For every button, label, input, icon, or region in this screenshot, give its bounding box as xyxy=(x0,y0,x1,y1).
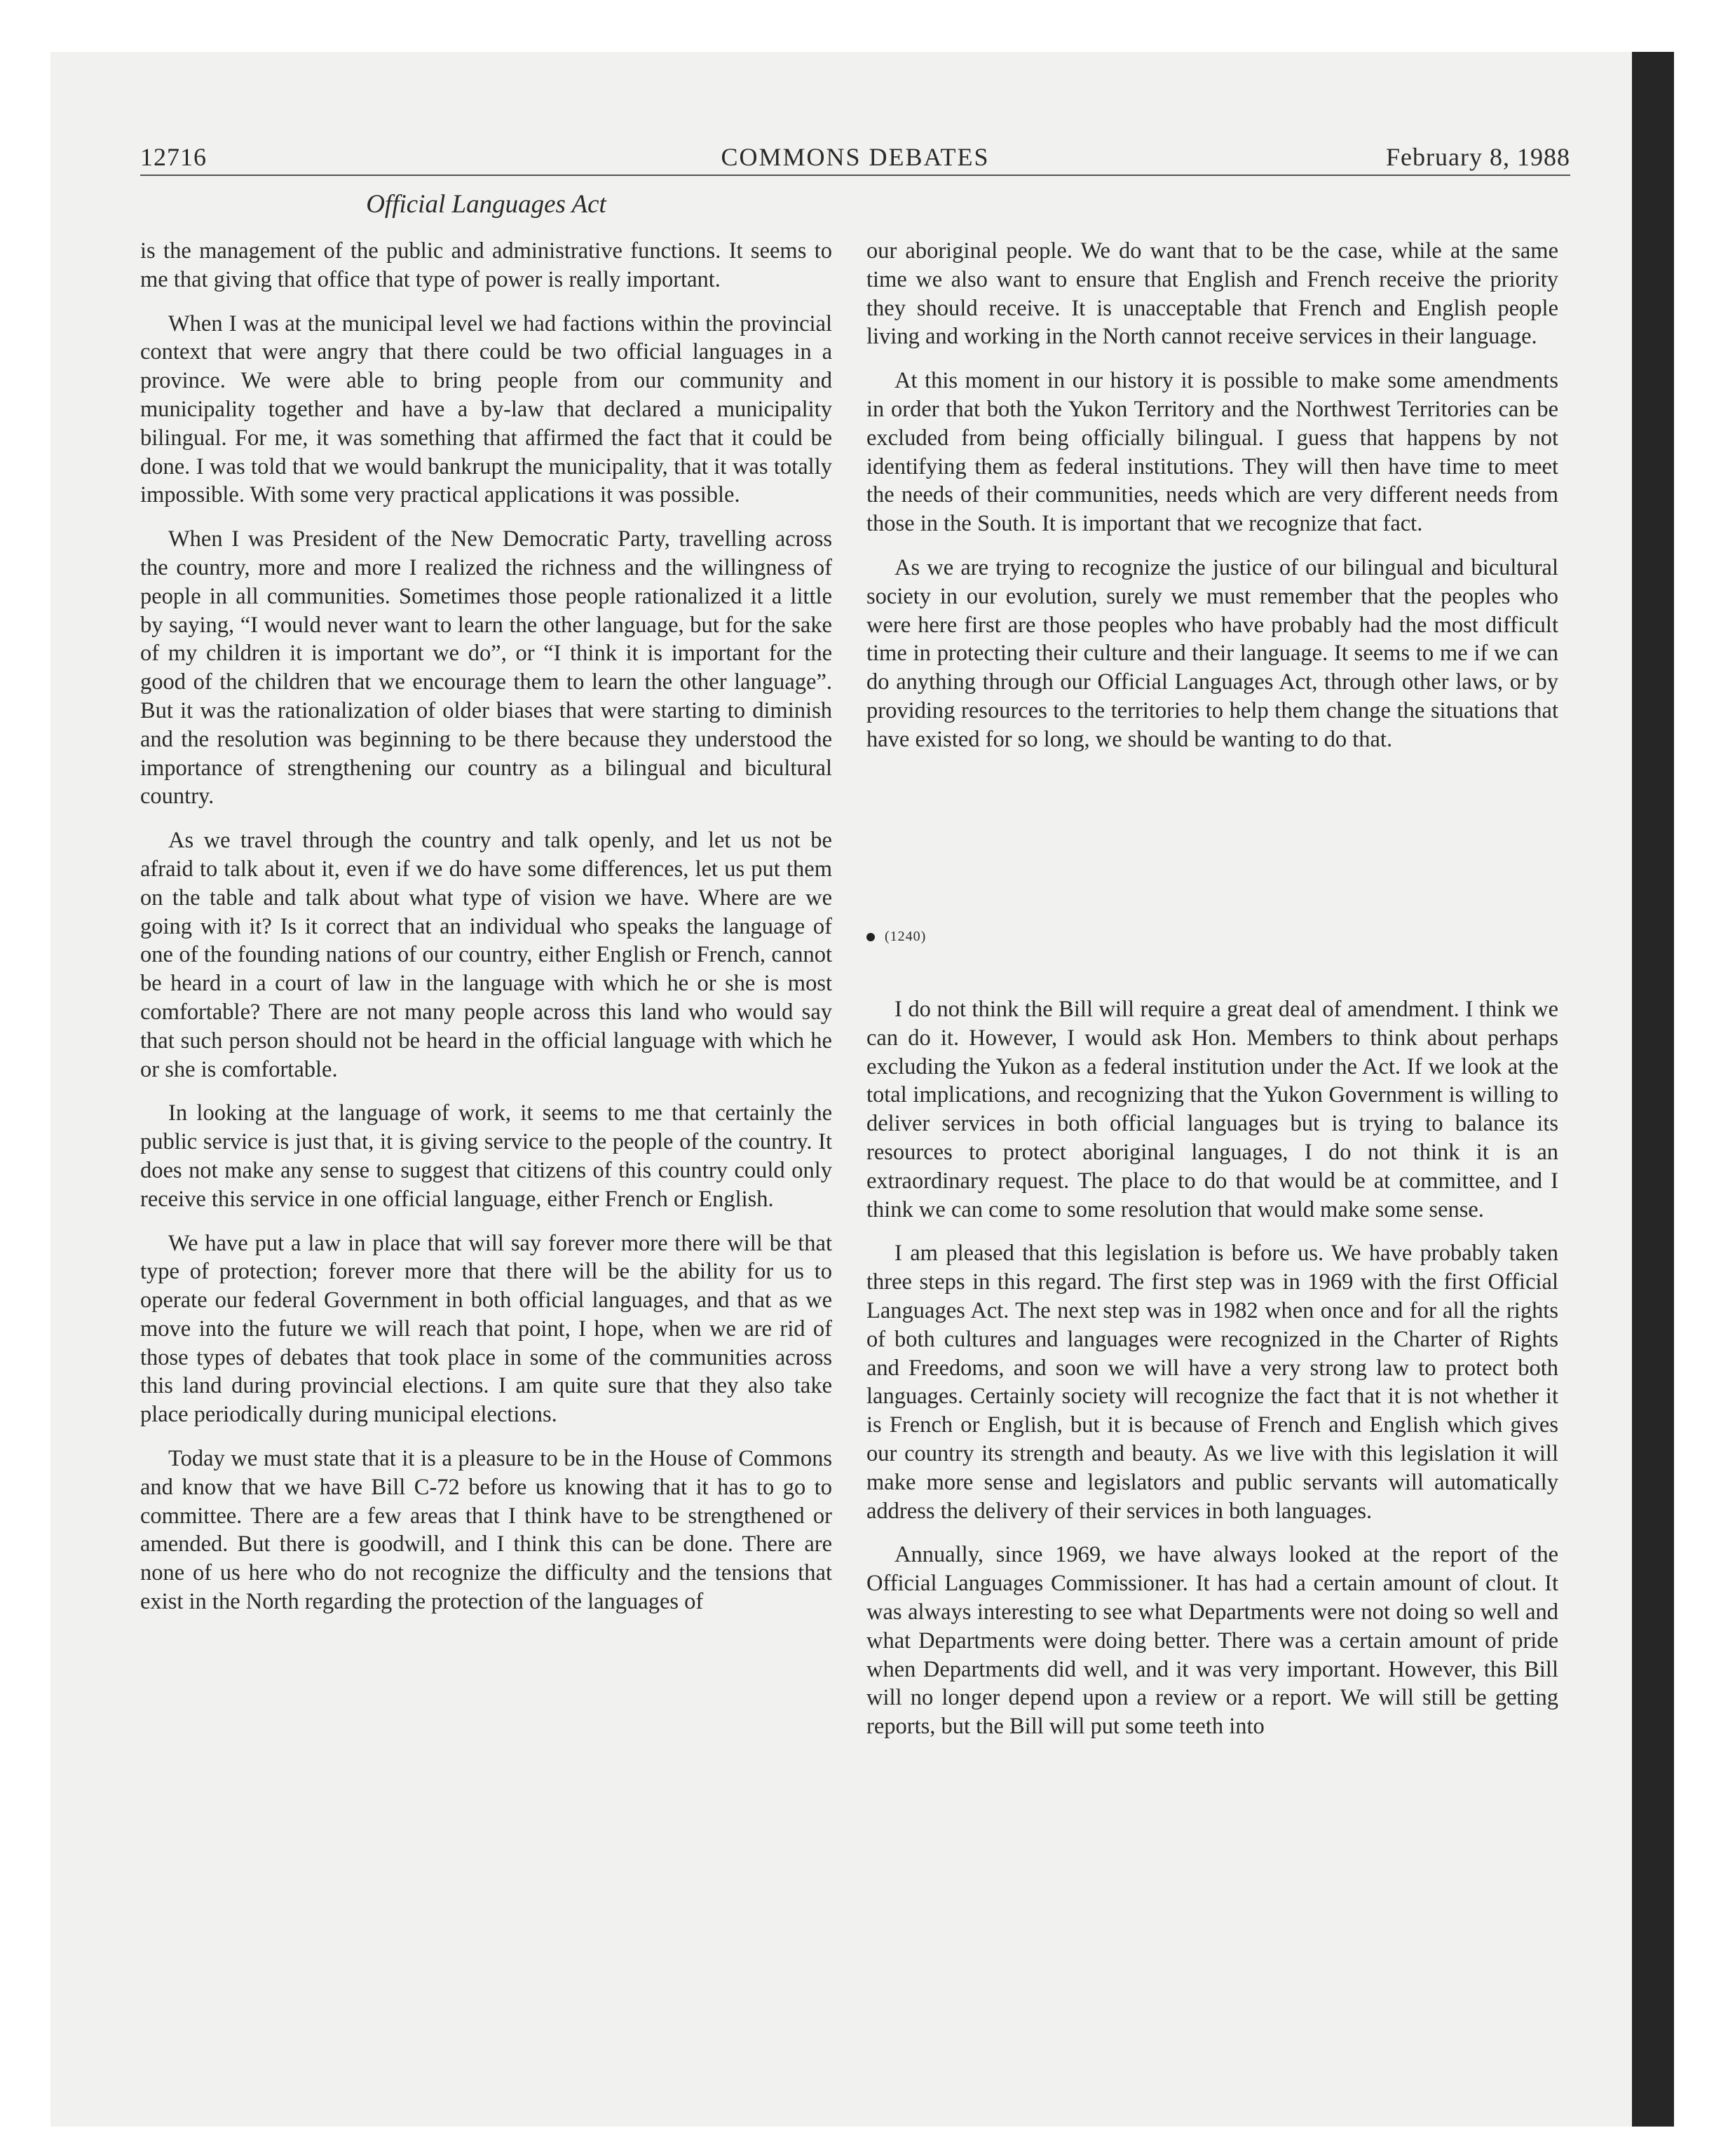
publication-date: February 8, 1988 xyxy=(1386,143,1570,171)
paragraph: At this moment in our history it is possible to make some amendments in order that both the Yukon Territory and the Northwest Territories can be excluded from being officially bilingual. I guess that happens by not identifying them as federal institutions. They will then have time to meet the needs of their communities, needs which are very different needs from those in the South. It is important that we recognize that fact. xyxy=(866,368,1558,537)
binding-edge xyxy=(1632,52,1674,2127)
paragraph: As we travel through the country and talk openly, and let us not be afraid to talk about it, even if we do have some differences, let us put them on the table and talk about what type of vision we have. Where are we going with it? Is it correct that an individual who speaks the language of one of the founding nations of our country, either English or French, cannot be heard in a court of law in the language with which he or she is most comfortable? There are not many people across this land who would say that such person should not be heard in the official language with which he or she is comfortable. xyxy=(140,828,832,1082)
journal-title: COMMONS DEBATES xyxy=(721,143,990,171)
paragraph: Annually, since 1969, we have always looked at the report of the Official Languages Commissioner. It has had a certain amount of clout. It was always interesting to see what Departments were not doing so well and what Departments were doing better. There was a certain amount of pride when Departments did well, and it was very important. However, this Bill will no longer depend upon a review or a report. We will still be getting reports, but the Bill will put some teeth into xyxy=(866,1542,1558,1740)
time-marker xyxy=(866,929,926,945)
paragraph: our aboriginal people. We do want that to be the case, while at the same time we also want to ensure that English and French receive the priority they should receive. It is unacceptable that French and English people living and working in the North cannot receive services in their language. xyxy=(866,238,1558,350)
page-number: 12716 xyxy=(140,143,207,171)
time-marker-text: (1240) xyxy=(885,929,927,944)
paragraph: As we are trying to recognize the justice of our bilingual and bicultural society in our evolution, surely we must remember that the peoples who were here first are those peoples who have probably had the most difficult time in protecting their culture and their language. It seems to me if we can do anything through our Official Languages Act, through other laws, or by providing resources to the territories to help them change the situations that have existed for so long, we should be wanting to do that. xyxy=(866,554,1558,752)
topic-heading: Official Languages Act xyxy=(366,190,606,219)
paragraph: is the management of the public and administrative functions. It seems to me that giving that office that type of power is really important. xyxy=(140,238,832,292)
paragraph: I do not think the Bill will require a great deal of amendment. I think we can do it. However, I would ask Hon. Members to think about perhaps excluding the Yukon as a federal institution under the Act. If we look at the total implications, and recognizing that the Yukon Government is willing to deliver services in both official languages but is trying to balance its resources to protect aboriginal languages, I do not think it is an extraordinary request. The place to do that would be at committee, and I think we can come to some resolution that would make some sense. xyxy=(866,997,1558,1222)
paragraph: Today we must state that it is a pleasure to be in the House of Commons and know that we have Bill C-72 before us knowing that it has to go to committee. There are a few areas that I think have to be strengthened or amended. But there is goodwill, and I think this can be done. There are none of us here who do not recognize the difficulty and the tensions that exist in the North regarding the protection of the languages of xyxy=(140,1446,832,1615)
right-column-continued xyxy=(866,995,1558,1756)
paragraph: I am pleased that this legislation is before us. We have probably taken three steps in this regard. The first step was in 1969 with the first Official Languages Act. The next step was in 1982 when once and for all the rights of both cultures and languages were recognized in the Charter of Rights and Freedoms, and soon we will have a very strong law to protect both languages. Certainly society will recognize the fact that it is not whether it is French or English, but it is because of French and English which gives our country its strength and beauty. As we live with this legislation it will make more sense and legislators and public servants will automatically address the delivery of their services in both languages. xyxy=(866,1241,1558,1524)
bullet-icon xyxy=(866,933,875,941)
running-head xyxy=(140,142,1570,176)
paragraph: In looking at the language of work, it seems to me that certainly the public service is just that, it is giving service to the people of the country. It does not make any sense to suggest that citizens of this country could only receive this service in one official language, either French or English. xyxy=(140,1100,832,1212)
left-column xyxy=(140,237,832,1632)
paragraph: When I was President of the New Democratic Party, travelling across the country, more and more I realized the richness and the willingness of people in all communities. Sometimes those people rationalized it a little by saying, “I would never want to learn the other language, but for the sake of my children it is important we do”, or “I think it is important for the good of the children that we encourage them to learn the other language”. But it was the rationalization of older biases that were starting to diminish and the resolution was beginning to be there because they understood the importance of strengthening our country as a bilingual and bicultural country. xyxy=(140,526,832,810)
paragraph: We have put a law in place that will say forever more there will be that type of protection; forever more that there will be the ability for us to operate our federal Government in both official languages, and that as we move into the future we will reach that point, I hope, when we are rid of those types of debates that took place in some of the communities across this land during provincial elections. I am quite sure that they also take place periodically during municipal elections. xyxy=(140,1230,832,1428)
right-column xyxy=(866,237,1558,770)
paragraph: When I was at the municipal level we had factions within the provincial context that were angry that there could be two official languages in a province. We were able to bring people from our community and municipality together and have a by-law that declared a municipality bilingual. For me, it was something that affirmed the fact that it could be done. I was told that we would bankrupt the municipality, that it was totally impossible. With some very practical applications it was possible. xyxy=(140,311,832,508)
